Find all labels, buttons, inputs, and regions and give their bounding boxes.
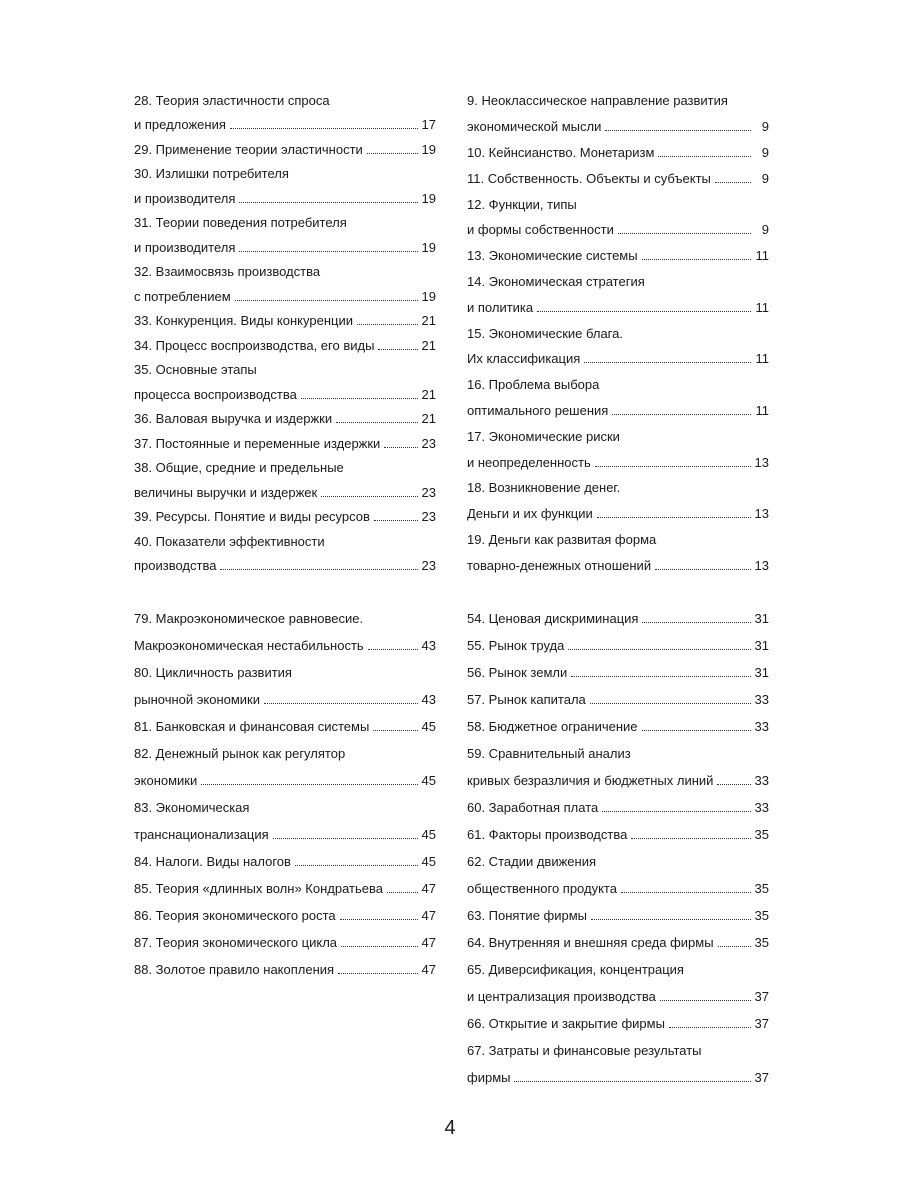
toc-page-number: 33 [754,719,769,734]
toc-entry-title: процесса воспроизводства [134,386,297,402]
toc-entry-title: 56. Рынок земли [467,665,568,680]
toc-dot-leader [618,233,751,234]
toc-entry-line [467,767,769,794]
toc-entry-line [134,358,436,383]
toc-entry-line [134,794,436,821]
toc-entry-title: 58. Бюджетное ограничение [467,719,638,734]
toc-page-number: 21 [421,411,436,427]
toc-entry-line [467,165,769,191]
toc-entry-title: транснационализация [134,827,269,842]
toc-entry-line [467,902,769,929]
toc-entry-title: и централизация производства [467,989,656,1004]
toc-page-number: 37 [754,1070,769,1085]
toc-dot-leader [295,865,418,866]
toc-entry-title: 83. Экономическая [134,800,250,815]
toc-entry-title: 18. Возникновение денег. [467,480,621,496]
toc-entry-title: 38. Общие, средние и предельные [134,460,344,476]
toc-page-number: 19 [421,141,436,157]
toc-entry-title: 16. Проблема выбора [467,377,600,393]
toc-entry-title: товарно-денежных отношений [467,557,652,573]
toc-entry-title: 11. Собственность. Объекты и субъекты [467,170,711,186]
toc-entry-line [134,632,436,659]
toc-page-number: 47 [421,908,436,923]
toc-entry-line [134,407,436,432]
toc-entry-line [134,456,436,481]
toc-dot-leader [230,128,418,129]
toc-page-number: 35 [754,881,769,896]
toc-entry-line [134,902,436,929]
toc-entry-line [467,320,769,346]
toc-entry-line [134,686,436,713]
toc-entry-line [467,929,769,956]
toc-entry-title: общественного продукта [467,881,617,896]
toc-entry-line [467,1037,769,1064]
toc-dot-leader [336,422,417,423]
toc-entry-title: 32. Взаимосвязь производства [134,264,321,280]
toc-entry-line [134,431,436,456]
toc-entry-title: 17. Экономические риски [467,428,620,444]
toc-page-number: 31 [754,611,769,626]
toc-entry-line [467,423,769,449]
toc-entry-title: и неопределенность [467,454,591,470]
toc-page-number: 35 [754,827,769,842]
toc-page-number: 47 [421,962,436,977]
toc-page-number: 11 [755,402,769,418]
toc-entry-line [467,88,769,114]
toc-entry-title: 35. Основные этапы [134,362,257,378]
toc-dot-leader [368,649,418,650]
toc-dot-leader [374,520,418,521]
toc-entry-line [134,309,436,334]
toc-entry-line [134,554,436,579]
toc-dot-leader [384,447,417,448]
toc-dot-leader [591,919,751,920]
toc-page-number: 9 [761,222,769,238]
toc-page-number: 19 [421,239,436,255]
toc-dot-leader [669,1027,751,1028]
toc-block-top-left [134,88,436,578]
toc-dot-leader [273,838,418,839]
toc-entry-title: 79. Макроэкономическое равновесие. [134,611,364,626]
toc-dot-leader [220,569,417,570]
toc-page-number: 11 [755,248,769,264]
toc-page-number: 23 [421,435,436,451]
toc-dot-leader [584,362,751,363]
toc-entry-title: Деньги и их функции [467,506,593,522]
toc-page-number: 13 [754,506,769,522]
toc-entry-title: 61. Факторы производства [467,827,628,842]
toc-page-number: 19 [421,190,436,206]
toc-entry-title: 31. Теории поведения потребителя [134,215,347,231]
toc-page-number: 47 [421,935,436,950]
toc-entry-line [467,140,769,166]
toc-entry-line [467,713,769,740]
toc-entry-title: и предложения [134,117,226,133]
toc-entry-line [467,243,769,269]
toc-dot-leader [264,703,418,704]
toc-page-number: 23 [421,484,436,500]
toc-entry-line [467,632,769,659]
toc-entry-line [134,333,436,358]
toc-entry-line [467,372,769,398]
toc-block-bottom-right [467,605,769,1091]
toc-page-number: 9 [761,119,769,135]
toc-entry-line [467,449,769,475]
toc-dot-leader [514,1081,750,1082]
toc-entry-title: с потреблением [134,288,231,304]
toc-page-number: 45 [421,773,436,788]
toc-entry-title: и производителя [134,239,236,255]
toc-entry-line [467,501,769,527]
toc-dot-leader [595,466,751,467]
toc-dot-leader [239,251,417,252]
toc-dot-leader [357,324,418,325]
toc-entry-line [467,794,769,821]
toc-page-number: 17 [421,117,436,133]
toc-entry-title: 9. Неоклассическое направление развития [467,93,728,109]
toc-page-number: 47 [421,881,436,896]
toc-dot-leader [340,919,418,920]
toc-dot-leader [590,703,751,704]
toc-page-number: 37 [754,1016,769,1031]
toc-entry-title: 59. Сравнительный анализ [467,746,631,761]
toc-page-number: 11 [755,299,769,315]
toc-dot-leader [373,730,417,731]
page-number: 4 [444,1117,456,1139]
toc-page-number: 45 [421,719,436,734]
toc-entry-line [467,848,769,875]
toc-page-number: 45 [421,854,436,869]
toc-dot-leader [715,182,751,183]
toc-entry-title: оптимального решения [467,402,609,418]
toc-dot-leader [201,784,417,785]
toc-entry-line [467,686,769,713]
toc-entry-title: 12. Функции, типы [467,196,577,212]
toc-entry-title: 15. Экономические блага. [467,325,623,341]
toc-page-number: 43 [421,638,436,653]
toc-page-number: 23 [421,509,436,525]
toc-entry-title: кривых безразличия и бюджетных линий [467,773,714,788]
toc-entry-title: 62. Стадии движения [467,854,596,869]
toc-entry-line [134,88,436,113]
toc-page-number: 35 [754,935,769,950]
toc-entry-title: рыночной экономики [134,692,261,707]
toc-entry-line [134,529,436,554]
toc-page-number: 21 [421,337,436,353]
toc-entry-line [467,346,769,372]
toc-entry-title: 30. Излишки потребителя [134,166,289,182]
toc-dot-leader [301,398,418,399]
toc-entry-line [467,740,769,767]
toc-page-number: 13 [754,454,769,470]
toc-page-number: 33 [754,800,769,815]
toc-dot-leader [367,153,418,154]
toc-entry-line [467,398,769,424]
toc-block-bottom-left [134,605,436,983]
toc-page-number: 33 [754,692,769,707]
toc-page-number: 37 [754,989,769,1004]
toc-page-number: 31 [754,638,769,653]
toc-dot-leader [239,202,417,203]
toc-entry-title: 10. Кейнсианство. Монетаризм [467,144,655,160]
toc-dot-leader [612,414,751,415]
toc-entry-line [134,740,436,767]
toc-entry-title: 88. Золотое правило накопления [134,962,335,977]
toc-page-number: 43 [421,692,436,707]
toc-entry-line [134,162,436,187]
toc-entry-line [467,821,769,848]
toc-page-number: 45 [421,827,436,842]
toc-entry-line [467,475,769,501]
toc-entry-title: 36. Валовая выручка и издержки [134,411,333,427]
toc-entry-line [467,1064,769,1091]
toc-entry-title: экономической мысли [467,119,602,135]
toc-entry-title: 63. Понятие фирмы [467,908,588,923]
toc-dot-leader [621,892,751,893]
toc-entry-title: и политика [467,299,534,315]
toc-entry-line [467,875,769,902]
toc-entry-line [134,956,436,983]
toc-entry-title: 87. Теория экономического цикла [134,935,338,950]
toc-entry-title: 19. Деньги как развитая форма [467,531,657,547]
toc-entry-line [134,211,436,236]
toc-entry-line [134,605,436,632]
toc-dot-leader [660,1000,751,1001]
toc-entry-line [134,929,436,956]
toc-dot-leader [605,130,751,131]
toc-page-number: 21 [421,313,436,329]
toc-dot-leader [658,156,751,157]
toc-entry-title: 34. Процесс воспроизводства, его виды [134,337,375,353]
toc-entry-title: и производителя [134,190,236,206]
toc-entry-line [467,659,769,686]
toc-entry-line [134,113,436,138]
toc-entry-line [134,713,436,740]
toc-entry-line [134,260,436,285]
toc-page-number: 31 [754,665,769,680]
toc-dot-leader [341,946,418,947]
toc-entry-title: 84. Налоги. Виды налогов [134,854,291,869]
toc-entry-title: экономики [134,773,198,788]
toc-dot-leader [718,946,751,947]
toc-entry-line [134,480,436,505]
toc-entry-title: 67. Затраты и финансовые результаты [467,1043,702,1058]
toc-dot-leader [602,811,750,812]
toc-page-number: 21 [421,386,436,402]
toc-entry-line [134,284,436,309]
toc-entry-line [467,527,769,553]
toc-entry-line [134,137,436,162]
toc-dot-leader [338,973,417,974]
toc-entry-title: и формы собственности [467,222,614,238]
toc-entry-title: 86. Теория экономического роста [134,908,336,923]
toc-entry-line [134,821,436,848]
toc-block-top-right [467,88,769,578]
toc-dot-leader [235,300,418,301]
toc-entry-line [134,186,436,211]
toc-entry-line [467,983,769,1010]
toc-page-number: 9 [761,170,769,186]
toc-dot-leader [642,730,751,731]
toc-entry-title: Макроэкономическая нестабильность [134,638,364,653]
toc-dot-leader [597,517,751,518]
toc-entry-title: Их классификация [467,351,581,367]
toc-dot-leader [387,892,418,893]
toc-entry-title: 60. Заработная плата [467,800,599,815]
toc-entry-title: 85. Теория «длинных волн» Кондратьева [134,881,383,896]
toc-entry-line [467,269,769,295]
toc-page-number: 19 [421,288,436,304]
toc-entry-line [134,875,436,902]
toc-entry-title: 13. Экономические системы [467,248,638,264]
toc-page-number: 33 [754,773,769,788]
toc-entry-title: 37. Постоянные и переменные издержки [134,435,381,451]
toc-entry-title: 66. Открытие и закрытие фирмы [467,1016,665,1031]
toc-entry-title: 57. Рынок капитала [467,692,586,707]
toc-entry-line [134,767,436,794]
toc-page-number: 35 [754,908,769,923]
toc-entry-title: 80. Цикличность развития [134,665,292,680]
toc-entry-line [467,552,769,578]
toc-page-number: 23 [421,558,436,574]
toc-entry-title: фирмы [467,1070,511,1085]
toc-entry-title: 82. Денежный рынок как регулятор [134,746,346,761]
toc-dot-leader [717,784,750,785]
toc-dot-leader [321,496,417,497]
toc-entry-line [467,956,769,983]
toc-dot-leader [537,311,751,312]
toc-entry-title: 64. Внутренняя и внешняя среда фирмы [467,935,714,950]
toc-dot-leader [655,569,750,570]
toc-page-number: 11 [755,351,769,367]
toc-entry-title: величины выручки и издержек [134,484,318,500]
toc-dot-leader [571,676,750,677]
toc-entry-title: 40. Показатели эффективности [134,533,325,549]
toc-dot-leader [642,622,750,623]
toc-entry-title: 65. Диверсификация, концентрация [467,962,684,977]
toc-dot-leader [378,349,417,350]
toc-entry-title: 81. Банковская и финансовая системы [134,719,370,734]
toc-entry-line [467,191,769,217]
toc-entry-line [467,294,769,320]
toc-entry-line [467,1010,769,1037]
toc-entry-title: 39. Ресурсы. Понятие и виды ресурсов [134,509,370,525]
toc-entry-title: 29. Применение теории эластичности [134,141,363,157]
toc-entry-line [134,505,436,530]
toc-entry-line [467,605,769,632]
toc-dot-leader [568,649,750,650]
toc-page-number: 9 [761,144,769,160]
toc-entry-line [134,659,436,686]
toc-entry-line [467,114,769,140]
toc-entry-line [134,848,436,875]
toc-entry-line [467,217,769,243]
toc-dot-leader [631,838,750,839]
toc-dot-leader [642,259,751,260]
toc-entry-title: 33. Конкуренция. Виды конкуренции [134,313,353,329]
toc-entry-title: 55. Рынок труда [467,638,565,653]
toc-page-number: 13 [754,557,769,573]
toc-entry-title: 14. Экономическая стратегия [467,273,645,289]
toc-entry-title: 54. Ценовая дискриминация [467,611,639,626]
toc-entry-title: 28. Теория эластичности спроса [134,92,330,108]
toc-entry-line [134,382,436,407]
toc-entry-title: производства [134,558,217,574]
toc-entry-line [134,235,436,260]
